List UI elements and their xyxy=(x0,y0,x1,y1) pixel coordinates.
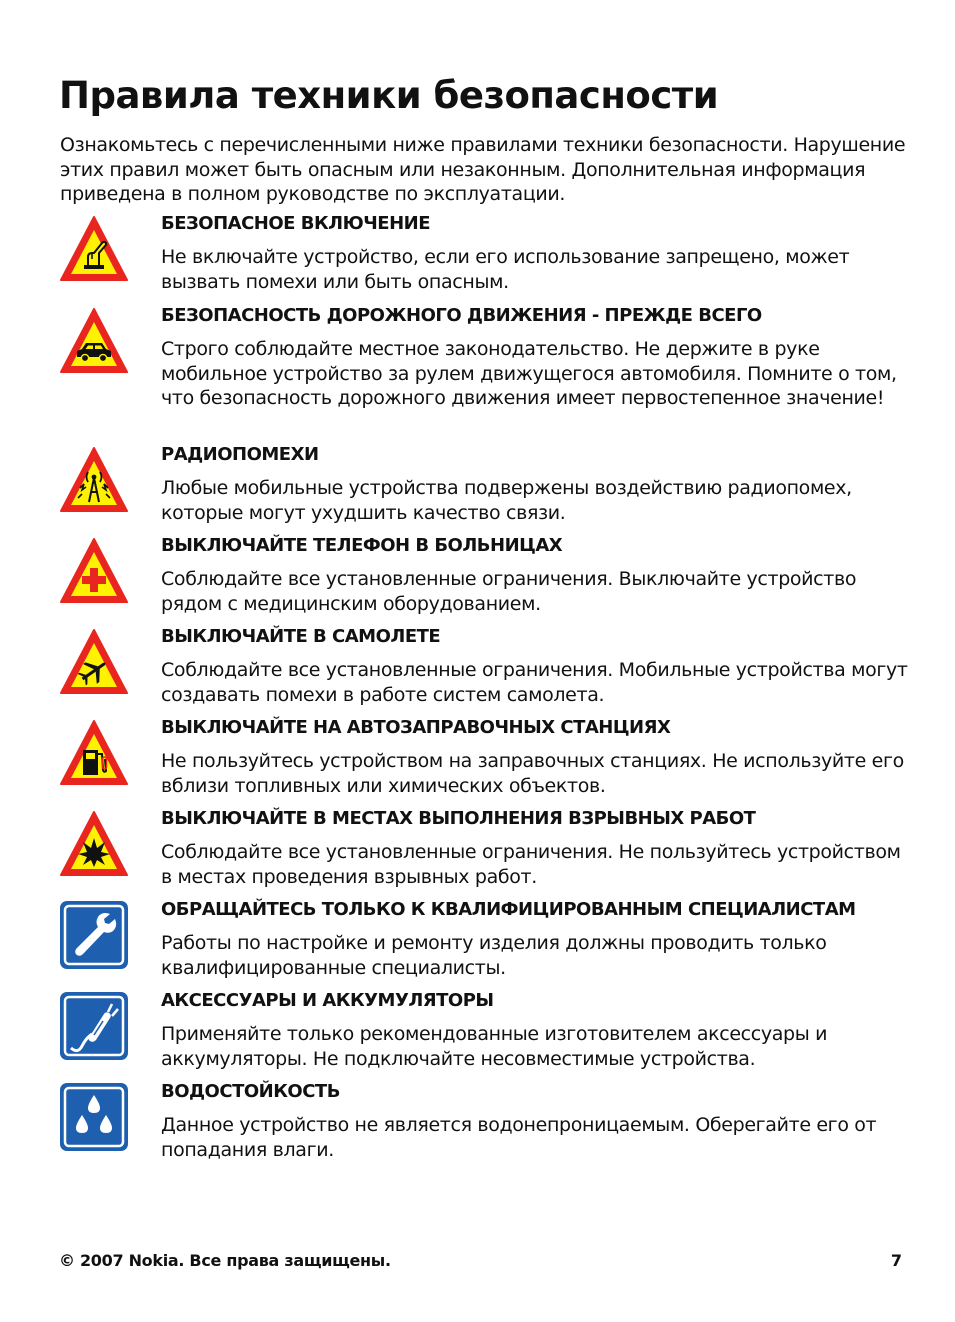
rule-title: ВЫКЛЮЧАЙТЕ В САМОЛЕТЕ xyxy=(161,626,441,647)
intro-paragraph: Ознакомьтесь с перечисленными ниже правилами техники безопасности. Нарушение этих правил может быть опасным или незаконным. Дополнительная информация приведена в полном руководстве по эксплуатации. xyxy=(60,134,906,205)
charger-plug-icon xyxy=(58,990,130,1062)
medical-cross-icon xyxy=(58,535,130,607)
rule-text: Соблюдайте все установленные ограничения. Выключайте устройство рядом с медицинским оборудованием. xyxy=(161,568,857,615)
rule-text: Не пользуйтесь устройством на заправочных станциях. Не используйте его вблизи топливных или химических объектов. xyxy=(161,750,904,797)
rule-title: ОБРАЩАЙТЕСЬ ТОЛЬКО К КВАЛИФИЦИРОВАННЫМ СПЕЦИАЛИСТАМ xyxy=(161,899,856,920)
water-drops-icon xyxy=(58,1081,130,1153)
rule-title: ВЫКЛЮЧАЙТЕ В МЕСТАХ ВЫПОЛНЕНИЯ ВЗРЫВНЫХ РАБОТ xyxy=(161,808,756,829)
radio-interference-icon xyxy=(58,444,130,516)
rule-text: Не включайте устройство, если его использование запрещено, может вызвать помехи или быть опасным. xyxy=(161,246,850,293)
rule-text: Соблюдайте все установленные ограничения. Не пользуйтесь устройством в местах проведения взрывных работ. xyxy=(161,841,901,888)
page-title: Правила техники безопасности xyxy=(59,74,719,117)
rule-title: БЕЗОПАСНОЕ ВКЛЮЧЕНИЕ xyxy=(161,213,431,234)
footer-page-number: 7 xyxy=(890,1251,902,1270)
rule-text: Применяйте только рекомендованные изготовителем аксессуары и аккумуляторы. Не подключайте несовместимые устройства. xyxy=(161,1023,828,1070)
rule-title: РАДИОПОМЕХИ xyxy=(161,444,319,465)
rule-title: ВЫКЛЮЧАЙТЕ НА АВТОЗАПРАВОЧНЫХ СТАНЦИЯХ xyxy=(161,717,671,738)
footer-copyright: © 2007 Nokia. Все права защищены. xyxy=(59,1251,391,1270)
hand-switch-icon xyxy=(58,213,130,285)
car-icon xyxy=(58,305,130,377)
rule-text: Любые мобильные устройства подвержены воздействию радиопомех, которые могут ухудшить качество связи. xyxy=(161,477,852,524)
rule-title: БЕЗОПАСНОСТЬ ДОРОЖНОГО ДВИЖЕНИЯ - ПРЕЖДЕ ВСЕГО xyxy=(161,305,762,326)
rule-text: Данное устройство не является водонепроницаемым. Оберегайте его от попадания влаги. xyxy=(161,1114,877,1161)
wrench-icon xyxy=(58,899,130,971)
rule-text: Строго соблюдайте местное законодательство. Не держите в руке мобильное устройство за рулем движущегося автомобиля. Помните о том, что безопасность дорожного движения имеет первостепенное значение! xyxy=(161,338,897,409)
rule-title: ВОДОСТОЙКОСТЬ xyxy=(161,1081,340,1102)
rule-title: ВЫКЛЮЧАЙТЕ ТЕЛЕФОН В БОЛЬНИЦАХ xyxy=(161,535,563,556)
explosion-icon xyxy=(58,808,130,880)
rule-text: Работы по настройке и ремонту изделия должны проводить только квалифицированные специалисты. xyxy=(161,932,827,979)
rule-text: Соблюдайте все установленные ограничения. Мобильные устройства могут создавать помехи в работе систем самолета. xyxy=(161,659,908,706)
fuel-pump-icon xyxy=(58,717,130,789)
airplane-icon xyxy=(58,626,130,698)
rule-title: АКСЕССУАРЫ И АККУМУЛЯТОРЫ xyxy=(161,990,494,1011)
